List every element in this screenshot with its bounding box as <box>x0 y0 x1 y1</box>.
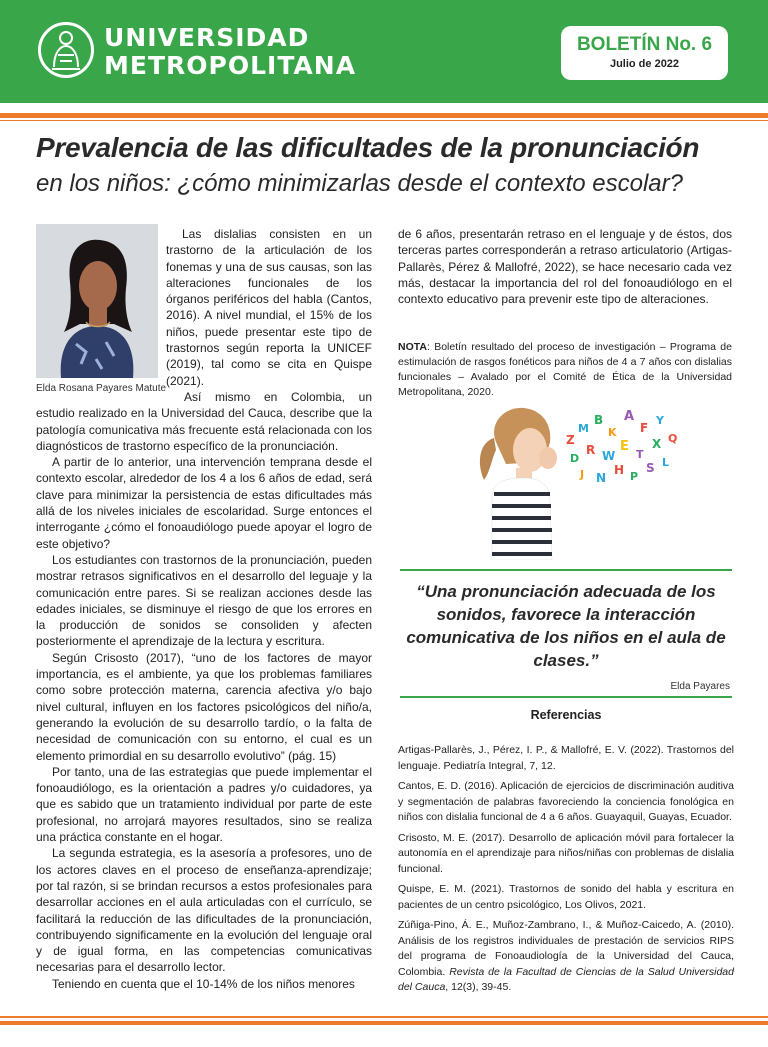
bulletin-badge <box>561 26 728 80</box>
research-note <box>398 340 732 400</box>
article-intro <box>166 226 372 389</box>
svg-text:N: N <box>596 471 607 485</box>
svg-text:W: W <box>602 449 616 463</box>
body-paragraph: Por tanto, una de las estrategias que puede implementar el fonoaudiólogo, es la orientación a padres y/o cuidadores, ya que es sabido que un tratamiento individual por parte de este profesional, no arrojará mayores resultados, sino se realiza una práctica constante en el hogar. <box>36 764 372 845</box>
svg-text:D: D <box>570 452 580 465</box>
svg-text:Q: Q <box>668 432 678 445</box>
page-header <box>0 0 768 103</box>
child-shouting-letters-image <box>466 402 686 560</box>
svg-text:R: R <box>586 443 596 457</box>
body-paragraph: de 6 años, presentarán retraso en el lenguaje y de éstos, dos terceras partes corresponderán a retraso articulatorio (Artigas-Pallarès, Pérez & Mallofré, 2022), se hace necesario cada vez más, destacar la importancia del rol del fonoaudiólogo en el contexto educativo para prevenir este tipo de alteraciones. <box>398 227 732 307</box>
reference-item: Quispe, E. M. (2021). Trastornos de sonido del habla y escritura en pacientes de un centro psicológico, Los Olivos, 2021. <box>398 883 734 911</box>
top-divider-thin <box>0 120 768 121</box>
article-title: Prevalencia de las dificultades de la pronunciación <box>36 132 700 163</box>
bulletin-number: BOLETÍN No. 6 <box>576 34 713 55</box>
svg-text:B: B <box>594 413 604 427</box>
reference-item <box>398 918 734 996</box>
reference-journal: Revista de la Facultad de Ciencias de la Salud Universidad del Cauca <box>398 965 734 993</box>
reference-text: Zúñiga-Pino, Á. E., Muñoz-Zambrano, I., & Muñoz-Caicedo, A. (2010). Análisis de los registros individuales de prestación de servicios RIPS del programa de Fonoaudiología de la Universidad del Cauca, Colombia. <box>398 919 734 978</box>
svg-text:S: S <box>646 461 655 475</box>
article-subtitle: en los niños: ¿cómo minimizarlas desde el contexto escolar? <box>36 170 683 197</box>
body-paragraph: Según Crisosto (2017), “uno de los factores de mayor importancia, es el ambiente, ya que los problemas familiares como sobre protección materna, carencia afectiva y/o bajo nivel cultural, influyen en los factores psicológicos del niño/a, generando la evolución de su desarrollo tardío, o la falta de necesidad de comunicación con su entorno, el cual es un elemento primordial en su desarrollo evolutivo” (pág. 15) <box>36 650 372 763</box>
bulletin-date: Julio de 2022 <box>609 58 680 70</box>
references-list <box>398 743 734 1001</box>
top-divider <box>0 113 768 118</box>
author-photo <box>36 224 158 378</box>
svg-text:K: K <box>608 426 617 439</box>
university-logo-icon <box>38 22 94 78</box>
references-title: Referencias <box>530 708 602 722</box>
quote-bottom-rule <box>400 696 732 698</box>
article-body-right <box>398 226 732 307</box>
pull-quote: “Una pronunciación adecuada de los sonidos, favorece la interacción comunicativa de los niños en el aula de clases.” <box>406 582 726 670</box>
svg-text:E: E <box>620 439 629 454</box>
bottom-divider-thin <box>0 1016 768 1018</box>
body-paragraph: Así mismo en Colombia, un estudio realizado en la Universidad del Cauca, describe que la patología comunicativa más frecuente está relacionada con los diagnósticos de trastorno específico de la pronunciación. <box>36 390 372 453</box>
body-paragraph: La segunda estrategia, es la asesoría a profesores, uno de los actores claves en el proceso de enseñanza-aprendizaje; por tal razón, si se brindan recursos a estos profesionales para desarrollar acciones en el aula articuladas con el currículo, se facilitará la reducción de las dificultades de la pronunciación, contribuyendo significamente en la evolución del lenguaje oral y de igual forma, en las competencias comunicativas necesarias para el desarrollo lector. <box>36 846 372 975</box>
svg-text:Z: Z <box>566 433 575 447</box>
svg-text:J: J <box>580 468 585 481</box>
note-label: NOTA <box>398 341 427 353</box>
university-name-line1: UNIVERSIDAD <box>104 23 310 52</box>
svg-text:Y: Y <box>656 414 664 427</box>
reference-text: , 12(3), 39-45. <box>445 981 512 993</box>
note-text: : Boletín resultado del proceso de investigación – Programa de estimulación de rasgos fonéticos para niños de 4 a 7 años con dislalias funcionales – Avalado por el Comité de Ética de la Universidad Metropolitana, 2020. <box>398 341 732 398</box>
svg-text:L: L <box>662 456 670 469</box>
svg-text:M: M <box>578 422 589 435</box>
university-name <box>104 24 356 80</box>
quote-top-rule <box>400 569 732 571</box>
svg-text:F: F <box>640 421 649 435</box>
svg-text:H: H <box>614 463 625 477</box>
quote-author: Elda Payares <box>670 681 730 692</box>
reference-item: Artigas-Pallarès, J., Pérez, I. P., & Mallofré, E. V. (2022). Trastornos del lenguaje. Pediatría Integral, 7, 12. <box>398 744 734 772</box>
body-paragraph: Teniendo en cuenta que el 10-14% de los niños menores <box>52 976 355 991</box>
article-body-left <box>36 389 372 992</box>
svg-text:A: A <box>624 409 635 424</box>
reference-item: Crisosto, M. E. (2017). Desarrollo de aplicación móvil para fortalecer la autonomía en el aprendizaje para niños/niñas con problemas de dislalia funcional. <box>398 831 734 875</box>
svg-text:T: T <box>636 448 644 461</box>
reference-item: Cantos, E. D. (2016). Aplicación de ejercicios de discriminación auditiva y segmentación de palabras favoreciendo la conciencia fonológica en niños con dislalia funcional de 4 a 6 años. Guayaquil, Guayas, Ecuador. <box>398 780 734 823</box>
photo-caption: Elda Rosana Payares Matute <box>36 383 167 394</box>
svg-text:P: P <box>630 470 639 483</box>
body-paragraph: A partir de lo anterior, una intervención temprana desde el contexto escolar, alrededor de los 4 a los 6 años de edad, será clave para minimizar la persistencia de estas dificultades más allá de los niveles iniciales de escolaridad. Surge entonces el interrogante ¿cómo el fonoaudiólogo puede apoyar el logro de este objetivo? <box>36 455 372 551</box>
body-paragraph: Los estudiantes con trastornos de la pronunciación, pueden mostrar retrasos significativos en el desarrollo del leguaje y la comunicación entre pares. Si se realizan acciones desde las edades iniciales, se disminuye el riesgo de que los errores en la producción de sonidos se consoliden y afecten posteriormente el aprendizaje de la lectura y escritura. <box>36 552 372 649</box>
bottom-divider <box>0 1021 768 1025</box>
university-name-line2: METROPOLITANA <box>104 51 357 80</box>
intro-paragraph: Las dislalias consisten en un trastorno de la articulación de los fonemas y una de sus causas, son las alteraciones funcionales de los órganos periféricos del habla (Cantos, 2016). A nivel mundial, el 15% de los niños, puede presentar este tipo de trastornos según reporta la UNICEF (2019), tal como se cita en Quispe (2021). <box>166 227 372 388</box>
svg-text:X: X <box>652 437 662 451</box>
